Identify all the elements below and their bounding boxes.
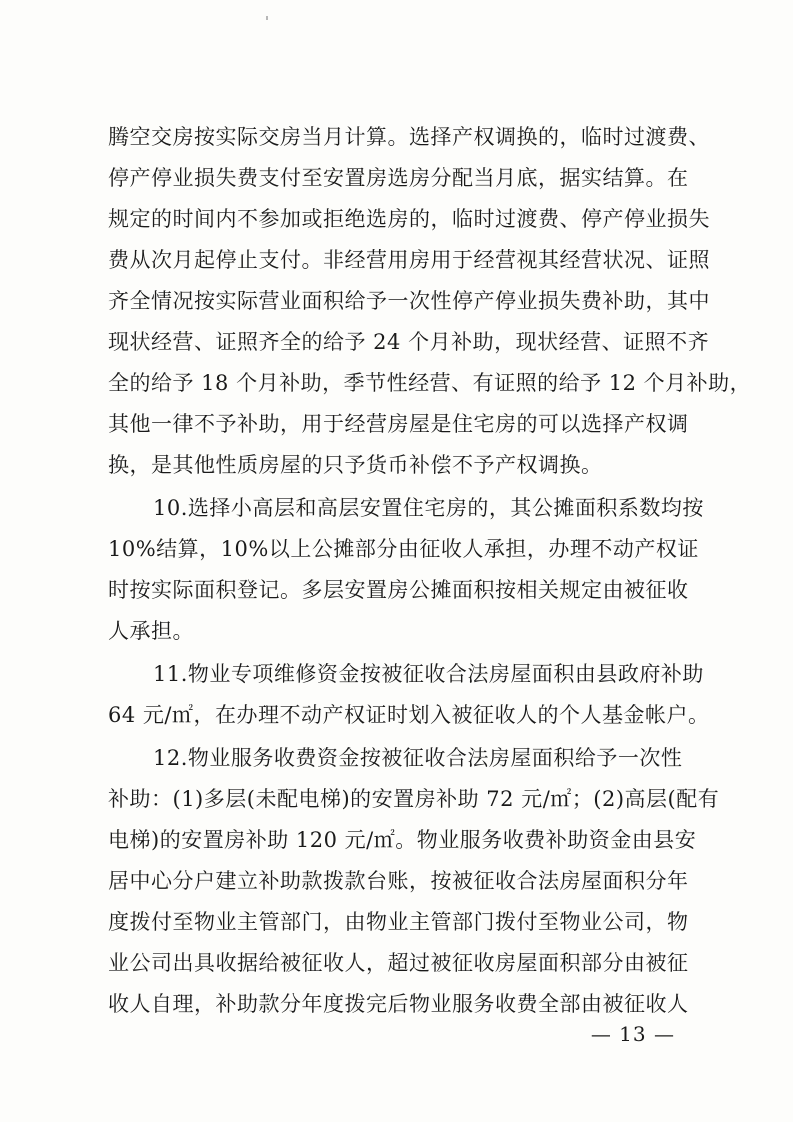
text-line: 停产停业损失费支付至安置房选房分配当月底，据实结算。在 (108, 166, 689, 190)
text-line: 全的给予 18 个月补助，季节性经营、有证照的给予 12 个月补助， (108, 371, 752, 395)
text-line: 齐全情况按实际营业面积给予一次性停产停业损失费补助，其中 (108, 289, 710, 313)
text-line: 其他一律不予补助，用于经营房屋是住宅房的可以选择产权调 (108, 412, 689, 436)
text-line: 人承担。 (108, 619, 194, 643)
text-line: 10%结算，10%以上公摊部分由征收人承担，办理不动产权证 (108, 537, 699, 561)
text-line: 电梯)的安置房补助 120 元/㎡。物业服务收费补助资金由县安 (108, 828, 697, 852)
item-11-line: 11.物业专项维修资金按被征收合法房屋面积由县政府补助 (153, 662, 704, 686)
text-line: 规定的时间内不参加或拒绝选房的，临时过渡费、停产停业损失 (108, 207, 710, 231)
text-line: 居中心分户建立补助款拨款台账，按被征收合法房屋面积分年 (108, 869, 689, 893)
page-number: — 13 — (590, 1022, 675, 1046)
scan-mark (266, 16, 268, 20)
text-line: 业公司出具收据给被征收人，超过被征收房屋面积部分由被征 (108, 951, 689, 975)
text-line: 度拨付至物业主管部门，由物业主管部门拨付至物业公司，物 (108, 910, 689, 934)
text-line: 现状经营、证照齐全的给予 24 个月补助，现状经营、证照不齐 (108, 330, 710, 354)
body-text (108, 117, 752, 1025)
text-line: 费从次月起停止支付。非经营用房用于经营视其经营状况、证照 (108, 248, 710, 272)
text-line: 收人自理，补助款分年度拨完后物业服务收费全部由被征收人 (108, 992, 689, 1016)
item-12-line: 12.物业服务收费资金按被征收合法房屋面积给予一次性 (153, 746, 683, 770)
item-10-line: 10.选择小高层和高层安置住宅房的，其公摊面积系数均按 (153, 496, 704, 520)
text-line: 腾空交房按实际交房当月计算。选择产权调换的，临时过渡费、 (108, 125, 710, 149)
text-line: 补助：(1)多层(未配电梯)的安置房补助 72 元/㎡；(2)高层(配有 (108, 787, 720, 811)
text-line: 时按实际面积登记。多层安置房公摊面积按相关规定由被征收 (108, 578, 689, 602)
text-line: 换，是其他性质房屋的只予货币补偿不予产权调换。 (108, 453, 603, 477)
text-line: 64 元/㎡，在办理不动产权证时划入被征收人的个人基金帐户。 (108, 703, 710, 727)
